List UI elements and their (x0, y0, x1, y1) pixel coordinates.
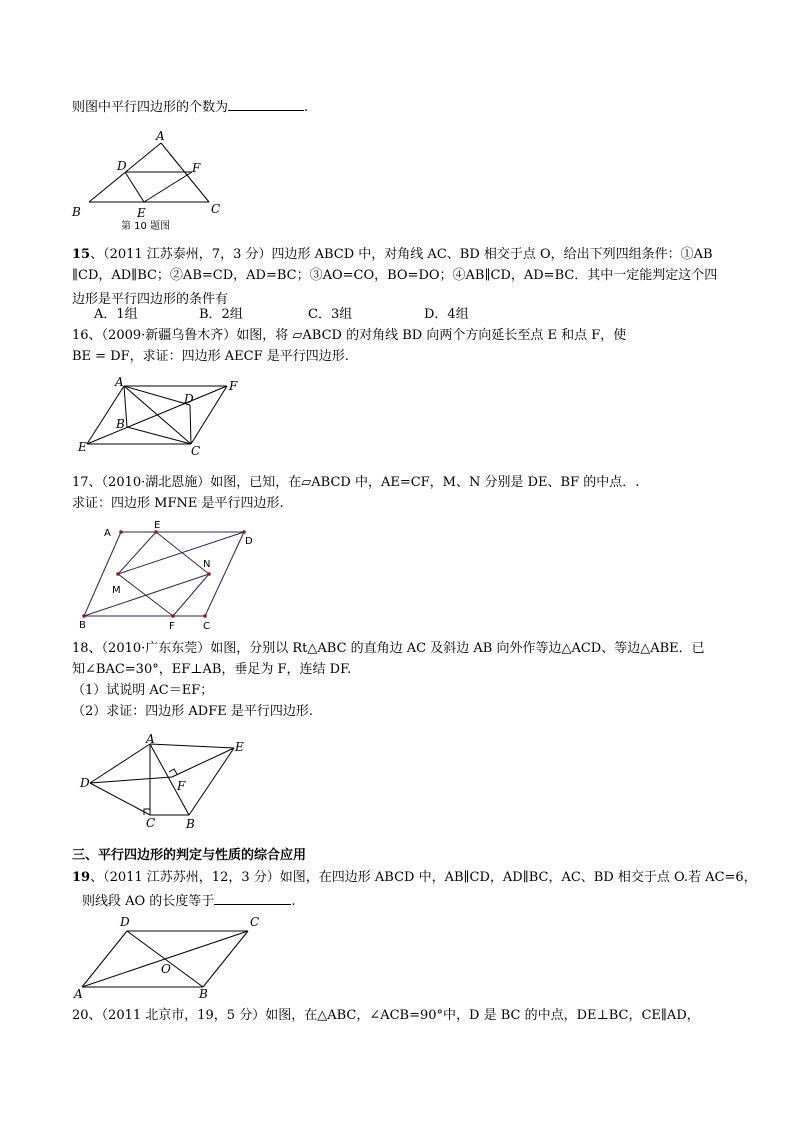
fig17-label-m: M (112, 585, 121, 596)
fig10-label-c: C (211, 202, 221, 216)
q15-options (94, 307, 469, 323)
q19-line-1 (72, 870, 757, 886)
q18-sub-1: （1）试说明 AC＝EF； (72, 683, 214, 698)
q15-line-3 (72, 289, 228, 308)
fig10-caption: 第 10 题图 (121, 221, 171, 232)
fig18-label-a: A (146, 732, 155, 746)
figure-q19 (72, 914, 267, 1004)
q17-line-1: 17、（2010·湖北恩施）如图，已知，在▱ABCD 中，AE=CF，M、N 分别是 DE、BF 的中点．. (72, 475, 640, 490)
q15-line-2: ∥CD，AD∥BC；②AB=CD，AD=BC；③AO=CO，BO=DO；④AB∥CD，AD=BC．其中一定能判定这个四 (72, 268, 718, 283)
fig17-label-n: N (203, 559, 211, 570)
fig19-label-c: C (250, 915, 260, 929)
fig18-label-e: E (235, 740, 244, 754)
fig18-label-c: C (146, 816, 156, 830)
q18-line-2: 知∠BAC=30°，EF⊥AB，垂足为 F，连结 DF. (72, 662, 352, 677)
q15-option-a: A．1组 (94, 307, 138, 322)
q17-line-2: 求证：四边形 MFNE 是平行四边形. (72, 496, 284, 511)
q15-text-3: 边形是平行四边形的条件有 (72, 292, 229, 307)
figure-q17 (74, 518, 274, 633)
fig18-label-d: D (80, 776, 90, 790)
section-3-heading: 三、平行四边形的判定与性质的综合应用 (72, 848, 307, 863)
fig10-label-b: B (72, 205, 81, 219)
q20-line-1: 20、（2011 北京市，19，5 分）如图，在△ABC，∠ACB=90°中，D 是 BC 的中点，DE⊥BC，CE∥AD， (72, 1008, 700, 1023)
fig10-label-a: A (156, 129, 165, 143)
fig17-label-a: A (104, 528, 111, 539)
q19-text-1: 、（2011 江苏苏州，12，3 分）如图，在四边形 ABCD 中，AB∥CD，AD∥BC，AC、BD 相交于点 O.若 AC=6， (90, 870, 757, 885)
fig19-label-a: A (74, 987, 83, 1001)
q14-tail-text: 则图中平行四边形的个数为 (72, 100, 229, 115)
fig17-label-b: B (79, 620, 86, 631)
q15-option-b: B．2组 (199, 307, 243, 322)
fig16-label-a: A (115, 375, 124, 389)
figure-q18 (74, 732, 264, 832)
fig19-label-b: B (199, 987, 208, 1001)
q15-number: 15 (72, 247, 91, 262)
q19-line-2 (82, 891, 295, 910)
fig17-label-c: C (203, 621, 210, 632)
fig17-label-d: D (245, 536, 253, 547)
fig17-label-e: E (154, 520, 161, 531)
fig16-label-d: D (184, 392, 194, 406)
q19-text-2: 则线段 AO 的长度等于 (82, 894, 215, 909)
fig16-label-b: B (116, 417, 125, 431)
fig18-label-b: B (186, 817, 195, 831)
q15-line-1 (72, 247, 713, 263)
q18-sub-2: （2）求证：四边形 ADFE 是平行四边形. (72, 704, 313, 719)
q15-option-c: C．3组 (308, 307, 353, 322)
q16-line-1: 16、（2009·新疆乌鲁木齐）如图，将 ▱ABCD 的对角线 BD 向两个方向延长至点 E 和点 F，使 (72, 328, 627, 343)
fig10-label-f: F (192, 161, 201, 175)
fig19-label-d: D (120, 915, 130, 929)
q19-end-mark: . (291, 894, 296, 909)
q14-tail-line (72, 97, 308, 116)
q14-answer-blank (228, 97, 304, 111)
fig16-label-f: F (229, 379, 238, 393)
q19-number: 19 (72, 870, 91, 885)
q15-option-d: D．4组 (424, 307, 469, 322)
fig16-label-c: C (191, 444, 201, 458)
q19-answer-blank (214, 891, 291, 905)
fig10-label-e: E (137, 206, 146, 220)
figure-q10 (64, 128, 234, 233)
fig19-label-o: O (161, 962, 171, 976)
q16-line-2: BE = DF，求证：四边形 AECF 是平行四边形. (72, 349, 349, 364)
fig17-label-f: F (169, 621, 175, 632)
figure-q16 (74, 374, 244, 464)
q15-text-1: 、（2011 江苏泰州，7，3 分）四边形 ABCD 中，对角线 AC、BD 相交于点 O，给出下列四组条件：①AB (90, 247, 713, 262)
q14-end-mark: . (304, 100, 309, 115)
fig16-label-e: E (78, 440, 87, 454)
fig10-label-d: D (117, 159, 127, 173)
fig18-label-f: F (177, 779, 186, 793)
q18-line-1: 18、（2010·广东东莞）如图，分别以 Rt△ABC 的直角边 AC 及斜边 AB 向外作等边△ACD、等边△ABE．已 (72, 641, 705, 656)
